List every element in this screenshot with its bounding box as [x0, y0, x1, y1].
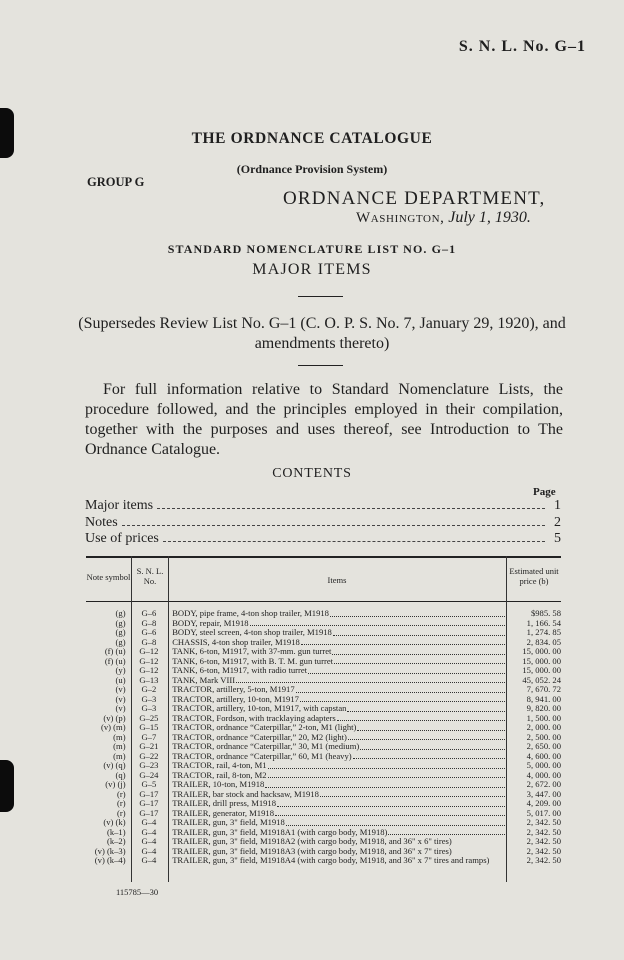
item-description: BODY, steel screen, 4-ton shop trailer, M1918 — [172, 627, 332, 637]
unit-price: 2, 650. 00 — [526, 741, 562, 751]
leader-dots — [250, 619, 505, 627]
table-row — [86, 628, 561, 638]
table-row — [86, 685, 561, 695]
item-description: TANK, 6-ton, M1917, with radio turret — [172, 665, 308, 675]
item-description: TRACTOR, rail, 4-ton, M1 — [172, 760, 267, 770]
note-symbol: (u) — [115, 674, 126, 685]
item-description: TRAILER, gun, 3" field, M1918A3 (with cargo body, M1918, and 36" x 7" tires) — [172, 845, 452, 856]
item-description: BODY, pipe frame, 4-ton shop trailer, M1918 — [172, 608, 329, 618]
leader-dots — [337, 714, 505, 722]
unit-price: $985. 58 — [530, 608, 562, 618]
table-top-rule — [86, 556, 561, 558]
item-description: TRACTOR, ordnance “Caterpillar,” 30, M1 (medium) — [172, 741, 360, 751]
list-subject: MAJOR ITEMS — [252, 261, 372, 278]
item-description: TRACTOR, ordnance “Caterpillar,” 20, M2 (light) — [172, 731, 347, 742]
item-description: TRACTOR, artillery, 10-ton, M1917 — [172, 693, 299, 704]
snl-number: G–4 — [141, 855, 157, 865]
note-symbol: (g) — [115, 627, 126, 637]
unit-price: 45, 052. 24 — [522, 674, 562, 685]
leader-dots — [348, 733, 505, 741]
item-description: TRAILER, gun, 3" field, M1918A2 (with cargo body, M1918, and 36" x 6" tires) — [172, 836, 452, 846]
leader-dots — [286, 818, 505, 826]
unit-price: 1, 166. 54 — [526, 617, 562, 628]
note-symbol: (f) (u) — [104, 655, 126, 666]
leader-dots — [301, 638, 505, 646]
unit-price: 2, 342. 50 — [526, 845, 562, 856]
item-description: BODY, repair, M1918 — [172, 617, 249, 628]
leader-dots — [277, 799, 505, 807]
leader-dots — [296, 685, 505, 693]
item-cell — [167, 856, 506, 866]
snl-number: G–24 — [139, 769, 159, 780]
catalogue-title: THE ORDNANCE CATALOGUE — [191, 130, 433, 147]
unit-price: 4, 600. 00 — [526, 750, 562, 761]
note-symbol: (m) — [113, 731, 126, 742]
snl-number: G–6 — [141, 608, 157, 618]
note-symbol: (r) — [116, 807, 126, 818]
item-description: TRACTOR, rail, 8-ton, M2 — [172, 769, 267, 780]
unit-price: 5, 000. 00 — [526, 760, 562, 770]
snl-number: G–21 — [139, 741, 159, 751]
place: Washington, — [356, 210, 445, 226]
item-description: TRAILER, drill press, M1918 — [172, 798, 277, 808]
item-description: TANK, 6-ton, M1917, with B. T. M. gun turret — [172, 655, 334, 666]
unit-price: 1, 274. 85 — [526, 627, 562, 637]
note-symbol: (v) (k–4) — [94, 855, 126, 865]
leader-dots — [388, 828, 504, 836]
item-description: TRACTOR, ordnance “Caterpillar,” 2-ton, M1 (light) — [172, 722, 357, 732]
snl-number: G–12 — [139, 655, 159, 666]
item-description: CHASSIS, 4-ton shop trailer, M1918 — [172, 636, 300, 647]
snl-number: G–12 — [139, 665, 159, 675]
note-symbol: (v) (q) — [103, 760, 126, 770]
unit-price: 15, 000. 00 — [522, 646, 562, 656]
unit-price: 3, 447. 00 — [526, 788, 562, 799]
snl-number: G–7 — [141, 731, 157, 742]
department-name: ORDNANCE DEPARTMENT, — [283, 188, 546, 209]
note-symbol: (f) (u) — [104, 646, 126, 656]
leader-dots — [300, 695, 505, 703]
binder-hole-bottom — [0, 760, 14, 812]
leader-dots — [332, 647, 504, 655]
item-description: TRAILER, generator, M1918 — [172, 807, 274, 818]
item-description: TRAILER, gun, 3" field, M1918 — [172, 817, 285, 827]
unit-price: 2, 672. 00 — [526, 779, 562, 789]
snl-number: G–8 — [141, 617, 157, 628]
snl-number: G–23 — [139, 760, 159, 770]
note-symbol: (v) (j) — [105, 779, 126, 789]
note-symbol: (g) — [115, 608, 126, 618]
snl-number-header: S. N. L. No. — [136, 566, 164, 586]
snl-number: G–4 — [141, 836, 157, 846]
unit-price: 4, 000. 00 — [526, 769, 562, 780]
note-symbol: (k–2) — [106, 836, 126, 846]
item-description: TRAILER, gun, 3" field, M1918A4 (with cargo body, M1918, and 36" x 7" tires and ramps) — [172, 855, 490, 865]
unit-price: 2, 000. 00 — [526, 722, 562, 732]
leader-dots — [308, 666, 505, 674]
item-description: TRACTOR, artillery, 5-ton, M1917 — [172, 684, 295, 694]
price-header: Estimated unit price (b) — [509, 566, 559, 586]
note-symbol: (v) (m) — [101, 722, 126, 732]
item-description: TANK, 6-ton, M1917, with 37-mm. gun turret — [172, 646, 332, 656]
leader-dots — [320, 790, 505, 798]
item-description: TRAILER, bar stock and hacksaw, M1918 — [172, 788, 319, 799]
supersedes-note: (Supersedes Review List No. G–1 (C. O. P. S. No. 7, January 29, 1920), and amendments thereto) — [78, 315, 566, 352]
table-row — [86, 856, 561, 866]
note-symbol: (v) (k) — [103, 817, 126, 827]
leader-dots — [330, 609, 505, 617]
snl-number: G–17 — [139, 798, 159, 808]
note-symbol: (q) — [115, 769, 126, 780]
leader-dots — [268, 771, 505, 779]
note-symbol-header: Note symbol — [86, 572, 131, 582]
unit-price: 1, 500. 00 — [526, 712, 562, 723]
snl-number: G–3 — [141, 703, 157, 713]
items-header: Items — [327, 575, 347, 585]
snl-number: G–4 — [141, 826, 157, 837]
divider — [298, 296, 343, 297]
toc-entry: Use of prices 5 — [85, 531, 561, 546]
item-description: TRACTOR, artillery, 10-ton, M1917, with capstan — [172, 703, 347, 713]
leader-dots — [360, 742, 504, 750]
note-symbol: (r) — [116, 788, 126, 799]
item-description: TRACTOR, Fordson, with tracklaying adapters — [172, 712, 336, 723]
group-label: GROUP G — [87, 175, 145, 189]
provision-system: (Ordnance Provision System) — [236, 162, 388, 176]
snl-number: G–15 — [139, 722, 159, 732]
unit-price: 2, 342. 50 — [526, 855, 562, 865]
leader-dots — [347, 704, 504, 712]
leader-dots — [334, 657, 505, 665]
leader-dots — [357, 723, 504, 731]
item-description: TRAILER, gun, 3" field, M1918A1 (with cargo body, M1918) — [172, 826, 388, 837]
snl-number: G–6 — [141, 627, 157, 637]
note-symbol: (m) — [113, 741, 126, 751]
snl-number: G–17 — [139, 788, 159, 799]
note-symbol: (k–1) — [106, 826, 126, 837]
unit-price: 2, 342. 50 — [526, 826, 562, 837]
unit-price: 2, 342. 50 — [526, 836, 562, 846]
toc-entry: Notes 2 — [85, 515, 561, 530]
snl-number: G–13 — [139, 674, 159, 685]
introduction-paragraph: For full information relative to Standard Nomenclature Lists, the procedure followed, and the principles employed in their compilation, together with the purposes and uses thereof, see Introduction to The Ordnance Catalogue. — [85, 381, 563, 458]
note-symbol: (g) — [115, 617, 126, 628]
unit-price: 2, 500. 00 — [526, 731, 562, 742]
leader-dots — [265, 780, 504, 788]
leader-dots — [353, 752, 505, 760]
table-row — [86, 609, 561, 619]
unit-price: 2, 834. 05 — [526, 636, 562, 647]
unit-price: 2, 342. 50 — [526, 817, 562, 827]
contents-heading: CONTENTS — [272, 466, 352, 481]
unit-price: 15, 000. 00 — [522, 665, 562, 675]
snl-number: G–4 — [141, 817, 157, 827]
divider — [298, 365, 343, 366]
table-header-rule — [86, 601, 561, 602]
table-row — [86, 771, 561, 781]
list-name: STANDARD NOMENCLATURE LIST NO. G–1 — [167, 242, 457, 256]
item-description: TRAILER, 10-ton, M1918 — [172, 779, 265, 789]
print-code: 115785—30 — [116, 887, 159, 897]
snl-number: G–4 — [141, 845, 157, 856]
note-symbol: (v) — [115, 684, 126, 694]
note-symbol: (y) — [115, 665, 126, 675]
item-description: TANK, Mark VIII — [172, 674, 236, 685]
table-row — [86, 676, 561, 686]
snl-number: G–17 — [139, 807, 159, 818]
leader-dots — [268, 761, 505, 769]
note-symbol: (m) — [113, 750, 126, 761]
snl-number: G–8 — [141, 636, 157, 647]
toc-entry: Major items 1 — [85, 498, 561, 513]
place-and-date — [356, 209, 531, 227]
items-table-body — [86, 609, 561, 866]
document-number: S. N. L. No. G–1 — [458, 38, 586, 55]
note-symbol: (v) (p) — [103, 712, 126, 723]
snl-number: G–5 — [141, 779, 157, 789]
unit-price: 5, 017. 00 — [526, 807, 562, 818]
snl-number: G–2 — [141, 684, 157, 694]
snl-number: G–12 — [139, 646, 159, 656]
unit-price: 7, 670. 72 — [526, 684, 562, 694]
leader-dots — [333, 628, 505, 636]
unit-price: 4, 209. 00 — [526, 798, 562, 808]
unit-price: 9, 820. 00 — [526, 703, 562, 713]
snl-number: G–25 — [139, 712, 159, 723]
leader-dots — [236, 676, 505, 684]
leader-dots — [275, 809, 505, 817]
note-symbol: (g) — [115, 636, 126, 647]
page-column-label: Page — [533, 486, 556, 498]
date: July 1, 1930. — [448, 209, 531, 226]
unit-price: 15, 000. 00 — [522, 655, 562, 666]
snl-number: G–3 — [141, 693, 157, 704]
note-symbol: (r) — [116, 798, 126, 808]
table-row — [86, 809, 561, 819]
note-symbol: (v) — [115, 703, 126, 713]
unit-price: 8, 941. 00 — [526, 693, 562, 704]
item-description: TRACTOR, ordnance “Caterpillar,” 60, M1 (heavy) — [172, 750, 352, 761]
snl-number: G–22 — [139, 750, 159, 761]
note-symbol: (v) — [115, 693, 126, 704]
note-symbol: (v) (k–3) — [94, 845, 126, 856]
